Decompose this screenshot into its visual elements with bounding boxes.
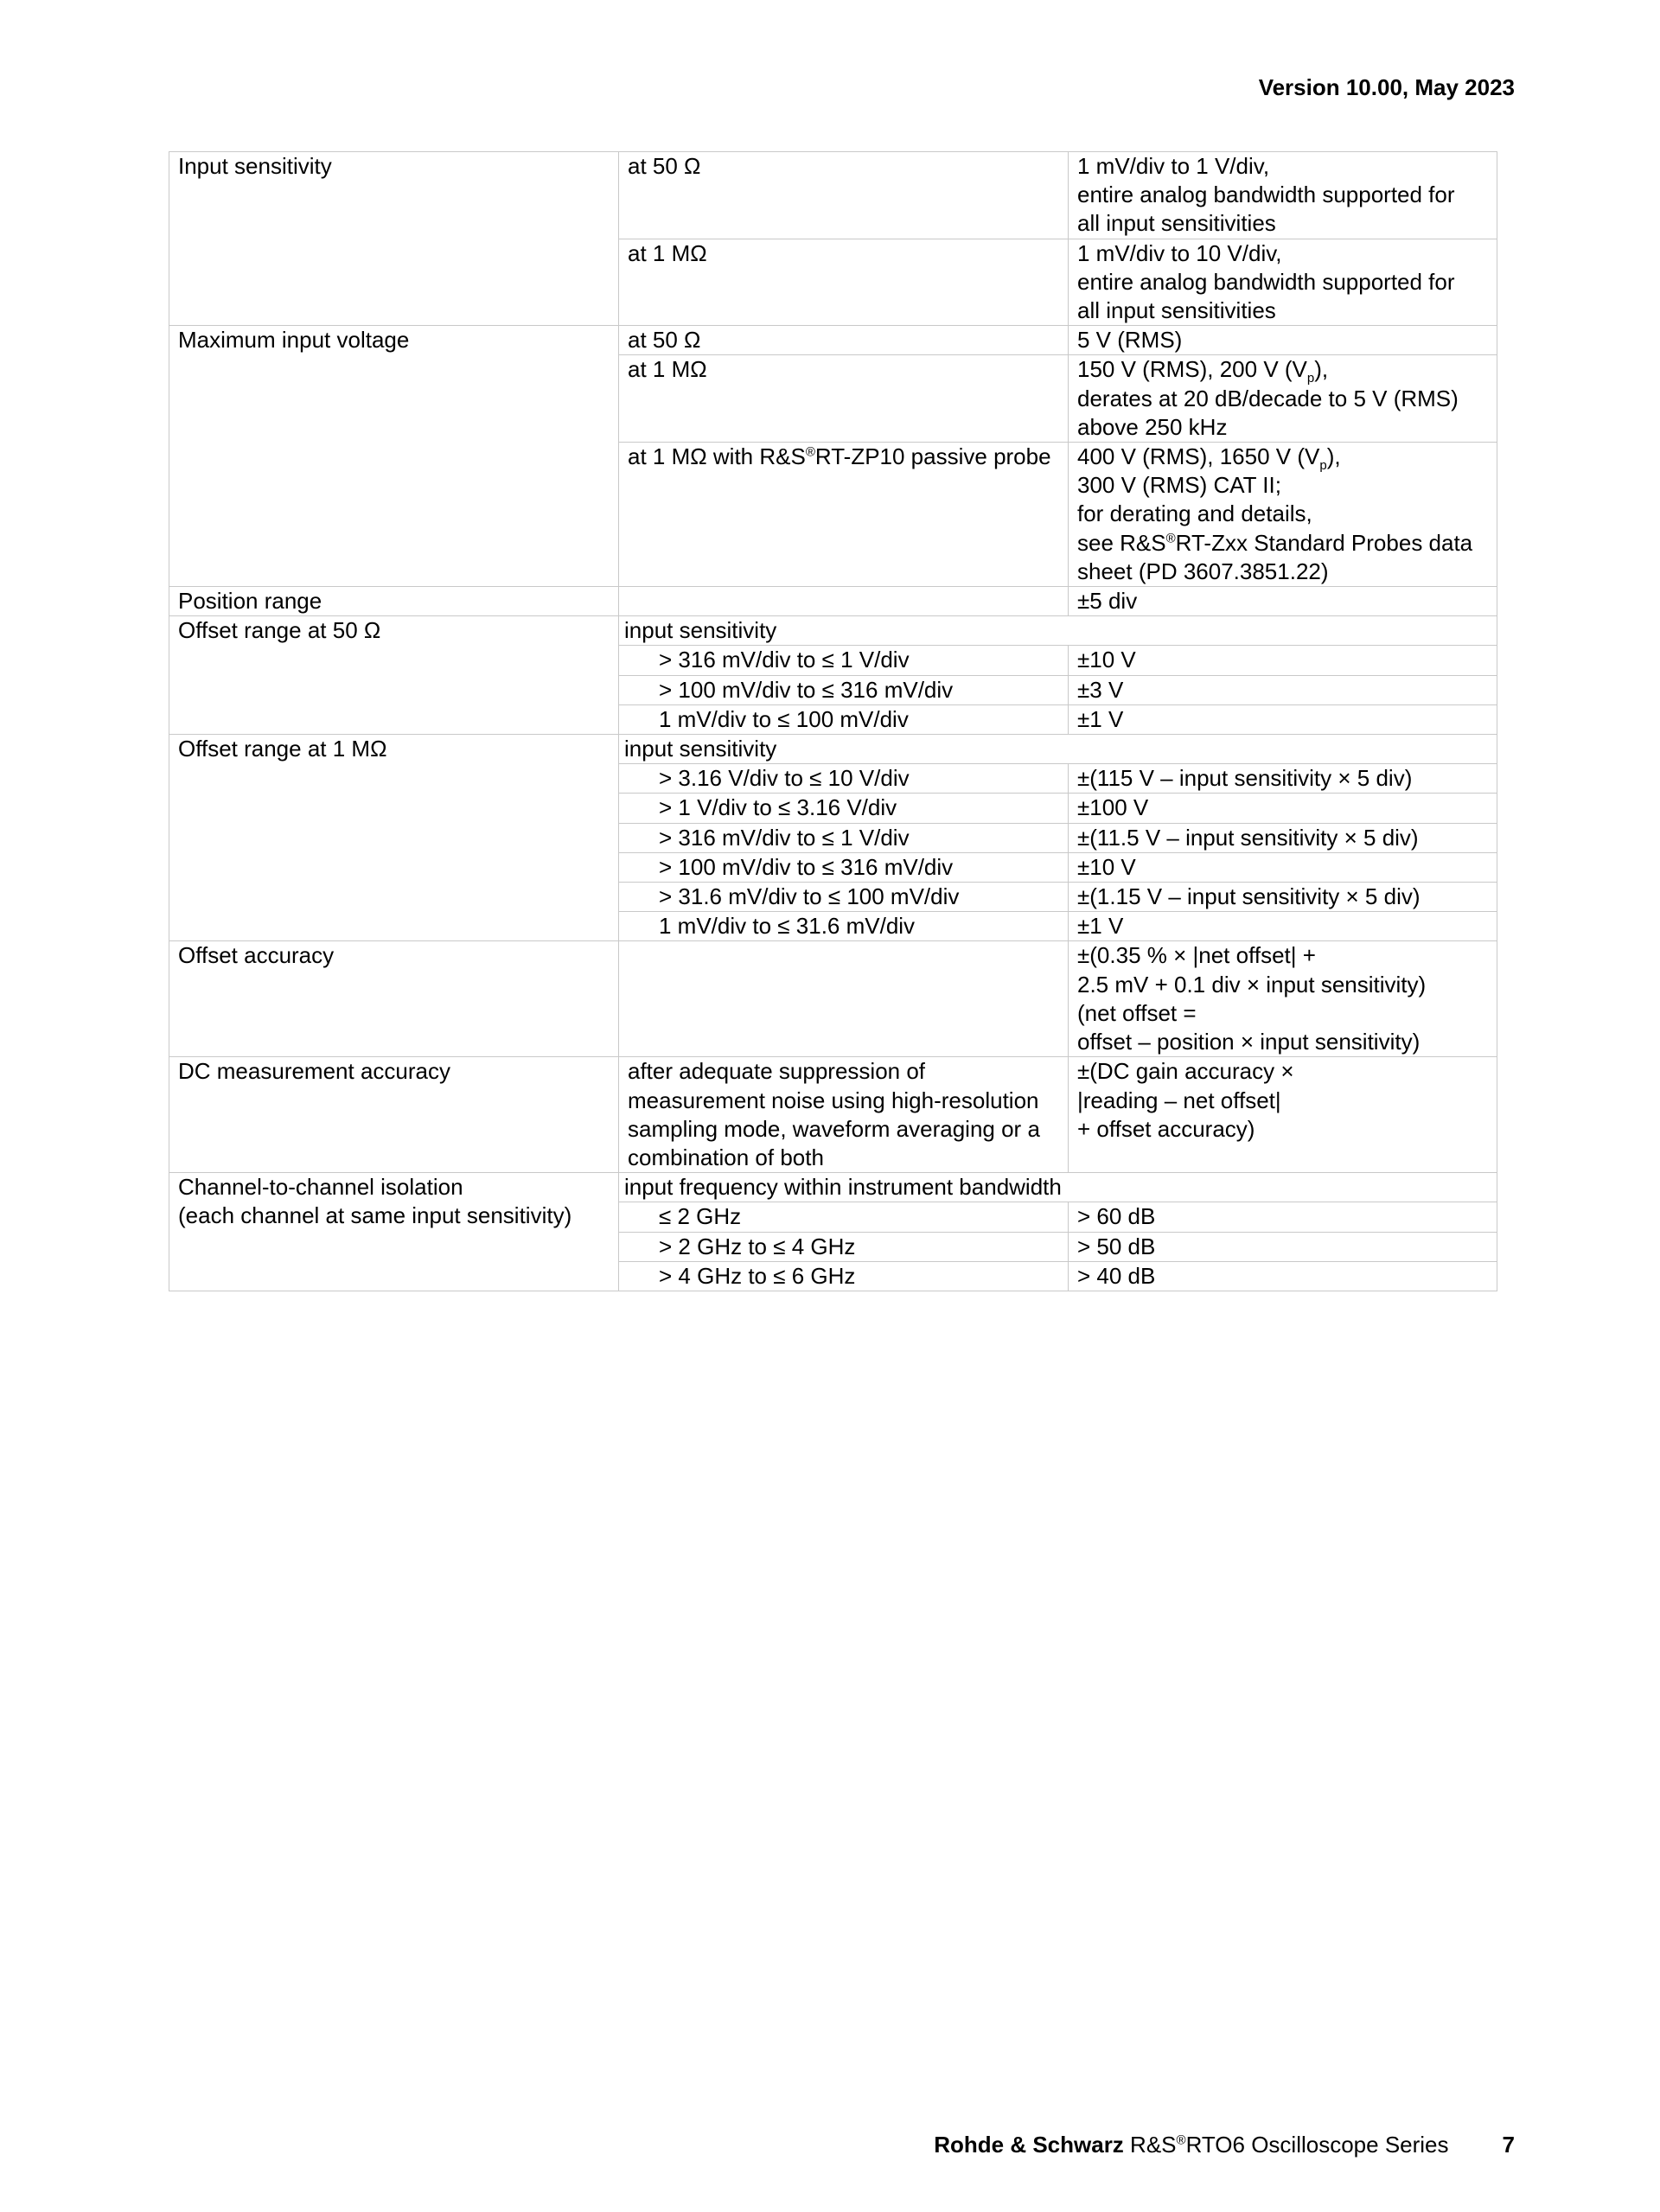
spec-condition bbox=[619, 941, 1069, 1057]
table-row bbox=[169, 616, 1497, 646]
spec-condition: > 31.6 mV/div to ≤ 100 mV/div bbox=[619, 883, 1069, 912]
document-version: Version 10.00, May 2023 bbox=[1258, 74, 1515, 100]
spec-condition: at 1 MΩ bbox=[619, 355, 1069, 443]
spec-value bbox=[1069, 443, 1497, 587]
value-text: ), 300 V (RMS) CAT II; for derating and details, see R&S bbox=[1077, 443, 1341, 556]
spec-condition: > 316 mV/div to ≤ 1 V/div bbox=[619, 823, 1069, 852]
spec-condition: at 50 Ω bbox=[619, 152, 1069, 239]
spec-label: Channel-to-channel isolation (each channel at same input sensitivity) bbox=[169, 1173, 619, 1291]
table-row bbox=[169, 735, 1497, 764]
spec-condition bbox=[619, 443, 1069, 587]
spec-condition: ≤ 2 GHz bbox=[619, 1202, 1069, 1232]
spec-value: 5 V (RMS) bbox=[1069, 326, 1497, 355]
spec-value: 1 mV/div to 1 V/div, entire analog bandwidth supported for all input sensitivities bbox=[1069, 152, 1497, 239]
spec-value: ±3 V bbox=[1069, 675, 1497, 704]
spec-condition: > 100 mV/div to ≤ 316 mV/div bbox=[619, 675, 1069, 704]
spec-value: ±(0.35 % × |net offset| + 2.5 mV + 0.1 div × input sensitivity) (net offset = offset – position × input sensitivity) bbox=[1069, 941, 1497, 1057]
spec-condition bbox=[619, 587, 1069, 616]
spec-subheading: input frequency within instrument bandwidth bbox=[619, 1173, 1497, 1202]
spec-condition: at 50 Ω bbox=[619, 326, 1069, 355]
spec-value: ±10 V bbox=[1069, 646, 1497, 675]
table-row bbox=[169, 326, 1497, 355]
spec-condition: after adequate suppression of measurement noise using high-resolution sampling mode, waveform averaging or a combination of both bbox=[619, 1057, 1069, 1173]
page-footer bbox=[934, 2132, 1515, 2158]
spec-label: Input sensitivity bbox=[169, 152, 619, 326]
spec-label: Offset accuracy bbox=[169, 941, 619, 1057]
value-text: RT-Zxx Standard Probes data sheet (PD 3607.3851.22) bbox=[1077, 529, 1473, 584]
spec-label: DC measurement accuracy bbox=[169, 1057, 619, 1173]
spec-condition: > 316 mV/div to ≤ 1 V/div bbox=[619, 646, 1069, 675]
condition-text: RT-ZP10 passive probe bbox=[814, 443, 1051, 470]
spec-value: ±100 V bbox=[1069, 794, 1497, 823]
spec-label: Position range bbox=[169, 587, 619, 616]
spec-label: Maximum input voltage bbox=[169, 326, 619, 587]
spec-condition: at 1 MΩ bbox=[619, 239, 1069, 326]
value-text: ), derates at 20 dB/decade to 5 V (RMS) above 250 kHz bbox=[1077, 356, 1459, 440]
spec-condition: 1 mV/div to ≤ 100 mV/div bbox=[619, 704, 1069, 734]
page-number: 7 bbox=[1502, 2132, 1515, 2158]
footer-brand: Rohde & Schwarz bbox=[934, 2132, 1124, 2158]
spec-value: ±(115 V – input sensitivity × 5 div) bbox=[1069, 764, 1497, 794]
spec-subheading: input sensitivity bbox=[619, 735, 1497, 764]
subscript-p: p bbox=[1319, 458, 1327, 474]
spec-condition: > 2 GHz to ≤ 4 GHz bbox=[619, 1232, 1069, 1261]
spec-value: ±(11.5 V – input sensitivity × 5 div) bbox=[1069, 823, 1497, 852]
registered-mark: ® bbox=[1176, 2132, 1186, 2148]
specification-table bbox=[169, 151, 1497, 1291]
spec-value: > 40 dB bbox=[1069, 1261, 1497, 1291]
spec-value: ±1 V bbox=[1069, 704, 1497, 734]
value-text: 400 V (RMS), 1650 V (V bbox=[1077, 443, 1320, 470]
table-row bbox=[169, 1057, 1497, 1173]
registered-mark: ® bbox=[1165, 530, 1176, 545]
subscript-p: p bbox=[1306, 371, 1315, 386]
footer-product-name: RTO6 Oscilloscope Series bbox=[1185, 2132, 1449, 2158]
spec-value: > 60 dB bbox=[1069, 1202, 1497, 1232]
spec-value: ±(DC gain accuracy × |reading – net offset| + offset accuracy) bbox=[1069, 1057, 1497, 1173]
table-row bbox=[169, 1173, 1497, 1202]
spec-condition: > 4 GHz to ≤ 6 GHz bbox=[619, 1261, 1069, 1291]
spec-condition: > 1 V/div to ≤ 3.16 V/div bbox=[619, 794, 1069, 823]
table-row bbox=[169, 941, 1497, 1057]
spec-condition: 1 mV/div to ≤ 31.6 mV/div bbox=[619, 912, 1069, 941]
registered-mark: ® bbox=[805, 444, 815, 460]
table-row bbox=[169, 587, 1497, 616]
spec-value: 1 mV/div to 10 V/div, entire analog bandwidth supported for all input sensitivities bbox=[1069, 239, 1497, 326]
value-text: 150 V (RMS), 200 V (V bbox=[1077, 356, 1307, 383]
spec-subheading: input sensitivity bbox=[619, 616, 1497, 646]
table-row bbox=[169, 152, 1497, 239]
spec-value: ±10 V bbox=[1069, 852, 1497, 882]
spec-value: > 50 dB bbox=[1069, 1232, 1497, 1261]
spec-condition: > 3.16 V/div to ≤ 10 V/div bbox=[619, 764, 1069, 794]
spec-label: Offset range at 50 Ω bbox=[169, 616, 619, 735]
spec-value bbox=[1069, 355, 1497, 443]
spec-condition: > 100 mV/div to ≤ 316 mV/div bbox=[619, 852, 1069, 882]
spec-label: Offset range at 1 MΩ bbox=[169, 735, 619, 941]
footer-product: R&S bbox=[1130, 2132, 1177, 2158]
spec-value: ±(1.15 V – input sensitivity × 5 div) bbox=[1069, 883, 1497, 912]
spec-value: ±1 V bbox=[1069, 912, 1497, 941]
spec-value: ±5 div bbox=[1069, 587, 1497, 616]
condition-text: at 1 MΩ with R&S bbox=[628, 443, 806, 470]
